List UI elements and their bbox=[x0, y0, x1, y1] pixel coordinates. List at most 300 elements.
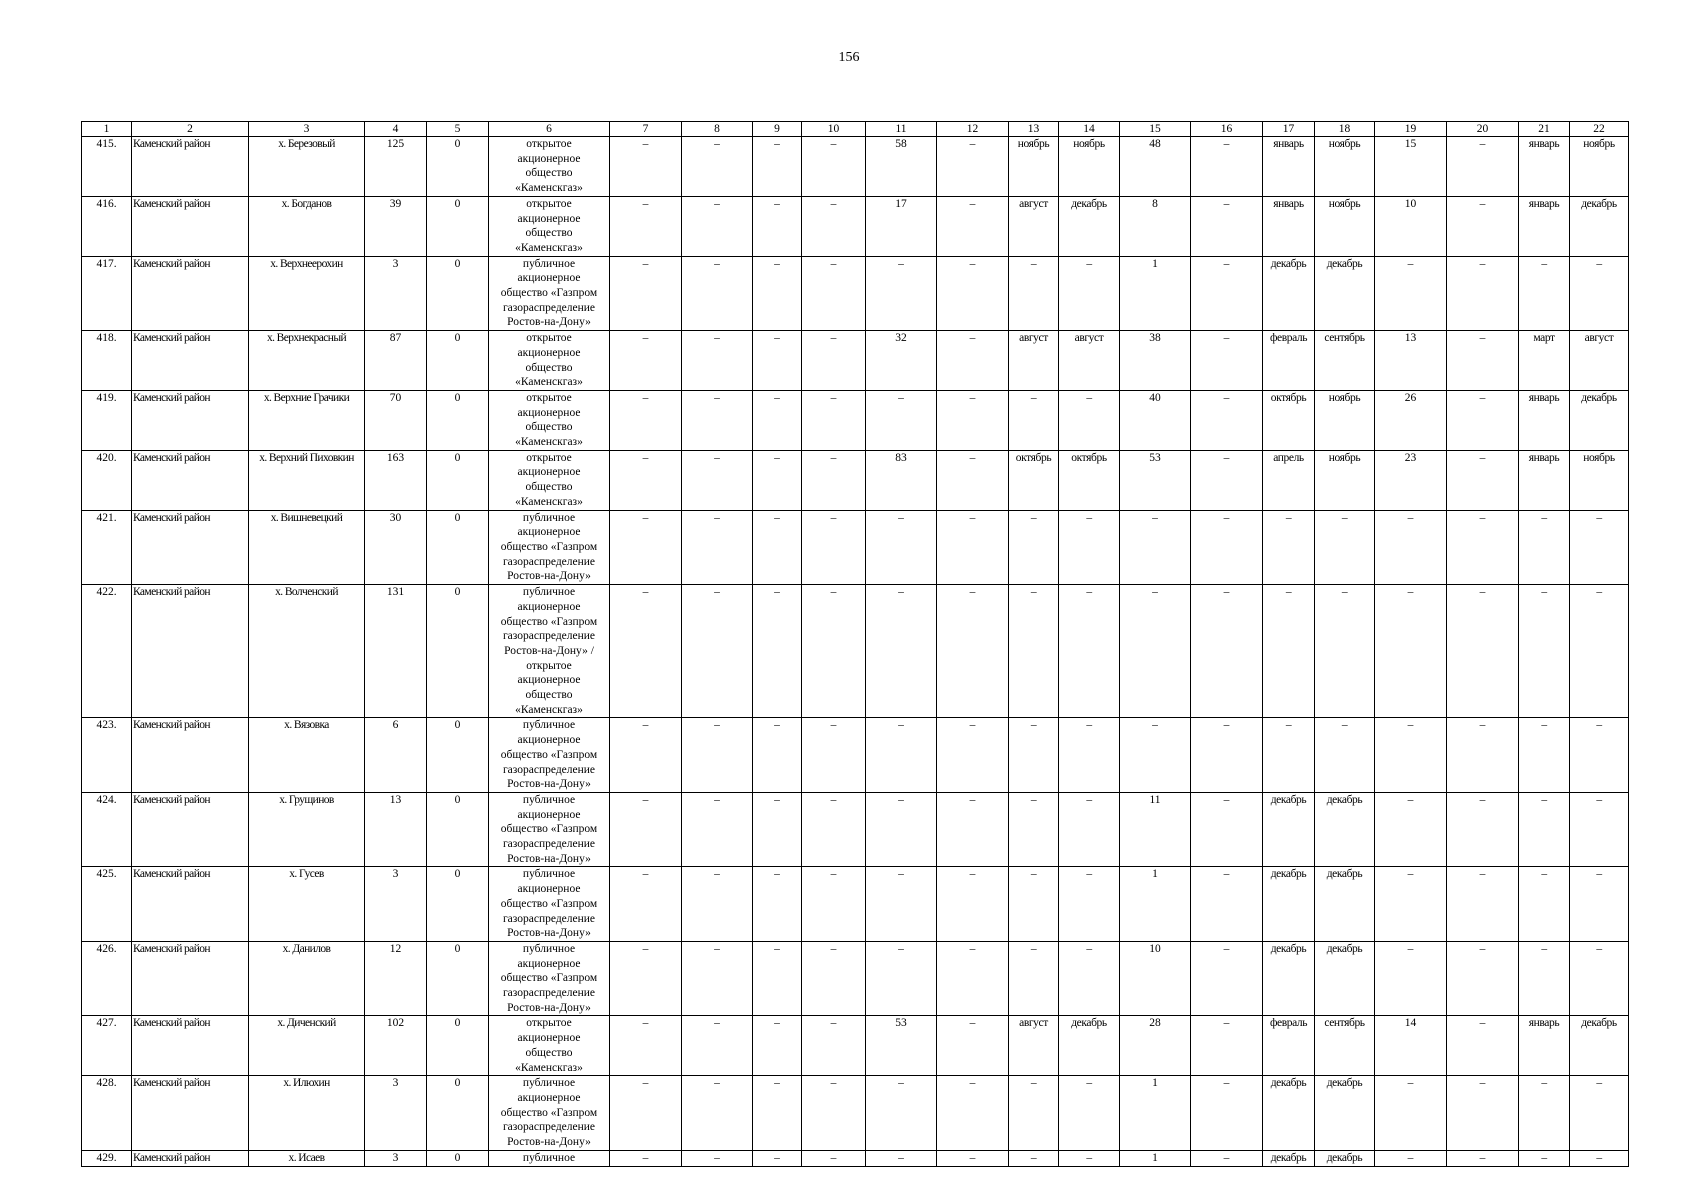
cell-col-10: – bbox=[802, 718, 866, 793]
cell-col-6: открытое акционерное общество «Каменскгаз» bbox=[489, 390, 610, 450]
cell-col-4: 13 bbox=[365, 792, 427, 867]
column-header-17: 17 bbox=[1263, 122, 1315, 137]
cell-col-3: х. Верхние Грачики bbox=[249, 390, 365, 450]
cell-col-14: – bbox=[1059, 718, 1120, 793]
cell-col-2: Каменский район bbox=[132, 1016, 249, 1076]
column-header-11: 11 bbox=[866, 122, 937, 137]
cell-col-5: 0 bbox=[427, 450, 489, 510]
cell-col-10: – bbox=[802, 792, 866, 867]
cell-col-6: публичное акционерное общество «Газпром газораспределение Ростов-на-Дону» bbox=[489, 718, 610, 793]
cell-col-17: декабрь bbox=[1263, 941, 1315, 1016]
cell-col-22: ноябрь bbox=[1570, 137, 1629, 197]
cell-col-1: 422. bbox=[82, 585, 132, 718]
cell-col-7: – bbox=[610, 718, 682, 793]
cell-col-4: 163 bbox=[365, 450, 427, 510]
cell-col-5: 0 bbox=[427, 1016, 489, 1076]
cell-col-21: – bbox=[1519, 1076, 1570, 1151]
cell-col-5: 0 bbox=[427, 390, 489, 450]
cell-col-4: 39 bbox=[365, 196, 427, 256]
cell-col-18: ноябрь bbox=[1315, 450, 1375, 510]
cell-col-15: – bbox=[1120, 718, 1191, 793]
table-row bbox=[82, 1150, 1629, 1166]
cell-col-12: – bbox=[937, 1076, 1009, 1151]
cell-col-12: – bbox=[937, 718, 1009, 793]
cell-col-14: – bbox=[1059, 941, 1120, 1016]
cell-col-7: – bbox=[610, 1150, 682, 1166]
cell-col-10: – bbox=[802, 137, 866, 197]
cell-col-10: – bbox=[802, 941, 866, 1016]
cell-col-8: – bbox=[682, 1150, 753, 1166]
cell-col-14: – bbox=[1059, 390, 1120, 450]
cell-col-17: декабрь bbox=[1263, 792, 1315, 867]
cell-col-11: 83 bbox=[866, 450, 937, 510]
cell-col-5: 0 bbox=[427, 585, 489, 718]
cell-col-17: октябрь bbox=[1263, 390, 1315, 450]
cell-col-22: – bbox=[1570, 256, 1629, 331]
cell-col-7: – bbox=[610, 256, 682, 331]
cell-col-9: – bbox=[753, 1076, 802, 1151]
cell-col-14: – bbox=[1059, 585, 1120, 718]
cell-col-16: – bbox=[1191, 792, 1263, 867]
table-row bbox=[82, 1076, 1629, 1151]
cell-col-8: – bbox=[682, 256, 753, 331]
cell-col-9: – bbox=[753, 390, 802, 450]
cell-col-8: – bbox=[682, 1016, 753, 1076]
cell-col-1: 415. bbox=[82, 137, 132, 197]
cell-col-3: х. Диченский bbox=[249, 1016, 365, 1076]
cell-col-4: 3 bbox=[365, 256, 427, 331]
cell-col-7: – bbox=[610, 390, 682, 450]
cell-col-21: – bbox=[1519, 867, 1570, 942]
cell-col-9: – bbox=[753, 867, 802, 942]
cell-col-5: 0 bbox=[427, 137, 489, 197]
table-row bbox=[82, 196, 1629, 256]
cell-col-5: 0 bbox=[427, 941, 489, 1016]
cell-col-3: х. Вишневецкий bbox=[249, 510, 365, 585]
cell-col-4: 6 bbox=[365, 718, 427, 793]
cell-col-2: Каменский район bbox=[132, 792, 249, 867]
cell-col-13: август bbox=[1009, 331, 1059, 391]
cell-col-9: – bbox=[753, 137, 802, 197]
cell-col-21: – bbox=[1519, 1150, 1570, 1166]
cell-col-5: 0 bbox=[427, 196, 489, 256]
column-header-1: 1 bbox=[82, 122, 132, 137]
cell-col-2: Каменский район bbox=[132, 1076, 249, 1151]
cell-col-13: – bbox=[1009, 941, 1059, 1016]
data-table bbox=[81, 121, 1629, 1167]
cell-col-13: август bbox=[1009, 1016, 1059, 1076]
table-row bbox=[82, 718, 1629, 793]
cell-col-18: – bbox=[1315, 718, 1375, 793]
cell-col-10: – bbox=[802, 585, 866, 718]
cell-col-21: – bbox=[1519, 510, 1570, 585]
cell-col-18: декабрь bbox=[1315, 1150, 1375, 1166]
cell-col-21: январь bbox=[1519, 390, 1570, 450]
cell-col-16: – bbox=[1191, 585, 1263, 718]
cell-col-18: декабрь bbox=[1315, 1076, 1375, 1151]
cell-col-7: – bbox=[610, 450, 682, 510]
cell-col-3: х. Верхний Пиховкин bbox=[249, 450, 365, 510]
cell-col-17: декабрь bbox=[1263, 1076, 1315, 1151]
cell-col-13: – bbox=[1009, 1076, 1059, 1151]
cell-col-21: – bbox=[1519, 585, 1570, 718]
cell-col-5: 0 bbox=[427, 510, 489, 585]
cell-col-11: 17 bbox=[866, 196, 937, 256]
cell-col-15: 11 bbox=[1120, 792, 1191, 867]
table-row bbox=[82, 331, 1629, 391]
cell-col-4: 3 bbox=[365, 867, 427, 942]
cell-col-10: – bbox=[802, 1076, 866, 1151]
cell-col-2: Каменский район bbox=[132, 137, 249, 197]
cell-col-15: 1 bbox=[1120, 867, 1191, 942]
cell-col-7: – bbox=[610, 510, 682, 585]
cell-col-1: 427. bbox=[82, 1016, 132, 1076]
cell-col-2: Каменский район bbox=[132, 1150, 249, 1166]
cell-col-15: 40 bbox=[1120, 390, 1191, 450]
cell-col-10: – bbox=[802, 510, 866, 585]
cell-col-5: 0 bbox=[427, 331, 489, 391]
cell-col-21: – bbox=[1519, 941, 1570, 1016]
cell-col-20: – bbox=[1447, 331, 1519, 391]
cell-col-11: – bbox=[866, 256, 937, 331]
cell-col-3: х. Илюхин bbox=[249, 1076, 365, 1151]
cell-col-15: 1 bbox=[1120, 1150, 1191, 1166]
cell-col-8: – bbox=[682, 718, 753, 793]
cell-col-16: – bbox=[1191, 510, 1263, 585]
cell-col-3: х. Волченский bbox=[249, 585, 365, 718]
table-row bbox=[82, 941, 1629, 1016]
cell-col-14: ноябрь bbox=[1059, 137, 1120, 197]
cell-col-12: – bbox=[937, 390, 1009, 450]
cell-col-1: 424. bbox=[82, 792, 132, 867]
column-header-4: 4 bbox=[365, 122, 427, 137]
column-header-7: 7 bbox=[610, 122, 682, 137]
column-header-15: 15 bbox=[1120, 122, 1191, 137]
cell-col-20: – bbox=[1447, 1016, 1519, 1076]
cell-col-14: – bbox=[1059, 867, 1120, 942]
cell-col-22: декабрь bbox=[1570, 196, 1629, 256]
cell-col-16: – bbox=[1191, 137, 1263, 197]
cell-col-11: – bbox=[866, 941, 937, 1016]
cell-col-1: 423. bbox=[82, 718, 132, 793]
cell-col-9: – bbox=[753, 331, 802, 391]
cell-col-22: декабрь bbox=[1570, 1016, 1629, 1076]
cell-col-11: 32 bbox=[866, 331, 937, 391]
cell-col-12: – bbox=[937, 137, 1009, 197]
cell-col-20: – bbox=[1447, 137, 1519, 197]
cell-col-6: публичное акционерное общество «Газпром газораспределение Ростов-на-Дону» / открытое акционерное общество «Каменскгаз» bbox=[489, 585, 610, 718]
cell-col-2: Каменский район bbox=[132, 510, 249, 585]
cell-col-18: сентябрь bbox=[1315, 1016, 1375, 1076]
cell-col-16: – bbox=[1191, 1150, 1263, 1166]
column-header-5: 5 bbox=[427, 122, 489, 137]
cell-col-22: – bbox=[1570, 941, 1629, 1016]
column-header-22: 22 bbox=[1570, 122, 1629, 137]
cell-col-20: – bbox=[1447, 585, 1519, 718]
cell-col-14: октябрь bbox=[1059, 450, 1120, 510]
cell-col-10: – bbox=[802, 256, 866, 331]
cell-col-20: – bbox=[1447, 1076, 1519, 1151]
cell-col-6: публичное bbox=[489, 1150, 610, 1166]
column-header-16: 16 bbox=[1191, 122, 1263, 137]
cell-col-5: 0 bbox=[427, 256, 489, 331]
cell-col-6: открытое акционерное общество «Каменскгаз» bbox=[489, 137, 610, 197]
cell-col-8: – bbox=[682, 867, 753, 942]
cell-col-1: 417. bbox=[82, 256, 132, 331]
cell-col-11: 58 bbox=[866, 137, 937, 197]
cell-col-2: Каменский район bbox=[132, 196, 249, 256]
cell-col-17: январь bbox=[1263, 137, 1315, 197]
cell-col-7: – bbox=[610, 585, 682, 718]
cell-col-12: – bbox=[937, 450, 1009, 510]
cell-col-6: публичное акционерное общество «Газпром газораспределение Ростов-на-Дону» bbox=[489, 867, 610, 942]
cell-col-11: – bbox=[866, 867, 937, 942]
cell-col-17: декабрь bbox=[1263, 256, 1315, 331]
cell-col-2: Каменский район bbox=[132, 941, 249, 1016]
cell-col-17: – bbox=[1263, 718, 1315, 793]
cell-col-19: – bbox=[1375, 941, 1447, 1016]
cell-col-19: 13 bbox=[1375, 331, 1447, 391]
cell-col-16: – bbox=[1191, 390, 1263, 450]
cell-col-5: 0 bbox=[427, 867, 489, 942]
cell-col-14: – bbox=[1059, 256, 1120, 331]
cell-col-15: 10 bbox=[1120, 941, 1191, 1016]
cell-col-2: Каменский район bbox=[132, 390, 249, 450]
cell-col-15: – bbox=[1120, 585, 1191, 718]
cell-col-4: 87 bbox=[365, 331, 427, 391]
cell-col-14: декабрь bbox=[1059, 1016, 1120, 1076]
cell-col-16: – bbox=[1191, 331, 1263, 391]
cell-col-14: декабрь bbox=[1059, 196, 1120, 256]
cell-col-2: Каменский район bbox=[132, 256, 249, 331]
cell-col-5: 0 bbox=[427, 718, 489, 793]
cell-col-19: 26 bbox=[1375, 390, 1447, 450]
cell-col-19: – bbox=[1375, 1150, 1447, 1166]
cell-col-15: 38 bbox=[1120, 331, 1191, 391]
cell-col-16: – bbox=[1191, 196, 1263, 256]
table-row bbox=[82, 792, 1629, 867]
cell-col-16: – bbox=[1191, 450, 1263, 510]
cell-col-19: 23 bbox=[1375, 450, 1447, 510]
cell-col-9: – bbox=[753, 450, 802, 510]
cell-col-20: – bbox=[1447, 256, 1519, 331]
cell-col-17: февраль bbox=[1263, 1016, 1315, 1076]
cell-col-16: – bbox=[1191, 1016, 1263, 1076]
cell-col-10: – bbox=[802, 450, 866, 510]
cell-col-17: – bbox=[1263, 585, 1315, 718]
cell-col-8: – bbox=[682, 792, 753, 867]
cell-col-6: публичное акционерное общество «Газпром газораспределение Ростов-на-Дону» bbox=[489, 256, 610, 331]
cell-col-20: – bbox=[1447, 1150, 1519, 1166]
cell-col-9: – bbox=[753, 510, 802, 585]
cell-col-22: ноябрь bbox=[1570, 450, 1629, 510]
cell-col-9: – bbox=[753, 792, 802, 867]
cell-col-10: – bbox=[802, 1016, 866, 1076]
cell-col-21: – bbox=[1519, 718, 1570, 793]
table-row bbox=[82, 585, 1629, 718]
table-row bbox=[82, 450, 1629, 510]
cell-col-6: открытое акционерное общество «Каменскгаз» bbox=[489, 196, 610, 256]
cell-col-22: декабрь bbox=[1570, 390, 1629, 450]
cell-col-6: публичное акционерное общество «Газпром газораспределение Ростов-на-Дону» bbox=[489, 792, 610, 867]
cell-col-4: 131 bbox=[365, 585, 427, 718]
cell-col-7: – bbox=[610, 1076, 682, 1151]
cell-col-16: – bbox=[1191, 867, 1263, 942]
cell-col-4: 30 bbox=[365, 510, 427, 585]
column-header-9: 9 bbox=[753, 122, 802, 137]
cell-col-2: Каменский район bbox=[132, 585, 249, 718]
cell-col-4: 70 bbox=[365, 390, 427, 450]
column-header-19: 19 bbox=[1375, 122, 1447, 137]
cell-col-22: – bbox=[1570, 792, 1629, 867]
cell-col-5: 0 bbox=[427, 1150, 489, 1166]
cell-col-12: – bbox=[937, 256, 1009, 331]
cell-col-22: – bbox=[1570, 585, 1629, 718]
column-header-20: 20 bbox=[1447, 122, 1519, 137]
cell-col-11: – bbox=[866, 1150, 937, 1166]
cell-col-12: – bbox=[937, 1150, 1009, 1166]
cell-col-17: декабрь bbox=[1263, 1150, 1315, 1166]
cell-col-11: – bbox=[866, 792, 937, 867]
cell-col-8: – bbox=[682, 196, 753, 256]
cell-col-20: – bbox=[1447, 450, 1519, 510]
cell-col-1: 426. bbox=[82, 941, 132, 1016]
cell-col-8: – bbox=[682, 1076, 753, 1151]
cell-col-21: январь bbox=[1519, 450, 1570, 510]
cell-col-1: 416. bbox=[82, 196, 132, 256]
cell-col-7: – bbox=[610, 867, 682, 942]
column-header-10: 10 bbox=[802, 122, 866, 137]
cell-col-17: – bbox=[1263, 510, 1315, 585]
cell-col-6: открытое акционерное общество «Каменскгаз» bbox=[489, 331, 610, 391]
cell-col-9: – bbox=[753, 196, 802, 256]
cell-col-10: – bbox=[802, 1150, 866, 1166]
cell-col-6: публичное акционерное общество «Газпром газораспределение Ростов-на-Дону» bbox=[489, 1076, 610, 1151]
cell-col-4: 3 bbox=[365, 1076, 427, 1151]
cell-col-10: – bbox=[802, 196, 866, 256]
cell-col-6: публичное акционерное общество «Газпром газораспределение Ростов-на-Дону» bbox=[489, 941, 610, 1016]
cell-col-17: апрель bbox=[1263, 450, 1315, 510]
cell-col-18: декабрь bbox=[1315, 256, 1375, 331]
cell-col-3: х. Исаев bbox=[249, 1150, 365, 1166]
cell-col-22: – bbox=[1570, 510, 1629, 585]
cell-col-10: – bbox=[802, 390, 866, 450]
cell-col-18: декабрь bbox=[1315, 941, 1375, 1016]
cell-col-6: публичное акционерное общество «Газпром газораспределение Ростов-на-Дону» bbox=[489, 510, 610, 585]
cell-col-14: – bbox=[1059, 510, 1120, 585]
cell-col-18: ноябрь bbox=[1315, 196, 1375, 256]
cell-col-13: – bbox=[1009, 585, 1059, 718]
cell-col-12: – bbox=[937, 196, 1009, 256]
cell-col-21: январь bbox=[1519, 137, 1570, 197]
cell-col-17: январь bbox=[1263, 196, 1315, 256]
cell-col-8: – bbox=[682, 450, 753, 510]
cell-col-7: – bbox=[610, 331, 682, 391]
cell-col-18: декабрь bbox=[1315, 867, 1375, 942]
column-header-8: 8 bbox=[682, 122, 753, 137]
cell-col-14: август bbox=[1059, 331, 1120, 391]
cell-col-19: 10 bbox=[1375, 196, 1447, 256]
cell-col-20: – bbox=[1447, 196, 1519, 256]
cell-col-15: 28 bbox=[1120, 1016, 1191, 1076]
cell-col-9: – bbox=[753, 585, 802, 718]
cell-col-1: 429. bbox=[82, 1150, 132, 1166]
cell-col-12: – bbox=[937, 792, 1009, 867]
cell-col-8: – bbox=[682, 331, 753, 391]
cell-col-11: 53 bbox=[866, 1016, 937, 1076]
cell-col-22: – bbox=[1570, 867, 1629, 942]
cell-col-6: открытое акционерное общество «Каменскгаз» bbox=[489, 1016, 610, 1076]
table-row bbox=[82, 137, 1629, 197]
cell-col-19: 15 bbox=[1375, 137, 1447, 197]
cell-col-13: август bbox=[1009, 196, 1059, 256]
cell-col-22: – bbox=[1570, 1150, 1629, 1166]
table-row bbox=[82, 1016, 1629, 1076]
cell-col-11: – bbox=[866, 585, 937, 718]
cell-col-22: – bbox=[1570, 1076, 1629, 1151]
column-header-6: 6 bbox=[489, 122, 610, 137]
cell-col-11: – bbox=[866, 1076, 937, 1151]
cell-col-15: 1 bbox=[1120, 1076, 1191, 1151]
cell-col-19: – bbox=[1375, 510, 1447, 585]
cell-col-3: х. Гусев bbox=[249, 867, 365, 942]
cell-col-2: Каменский район bbox=[132, 450, 249, 510]
cell-col-22: август bbox=[1570, 331, 1629, 391]
cell-col-13: – bbox=[1009, 867, 1059, 942]
cell-col-21: март bbox=[1519, 331, 1570, 391]
cell-col-2: Каменский район bbox=[132, 867, 249, 942]
cell-col-9: – bbox=[753, 941, 802, 1016]
cell-col-21: – bbox=[1519, 256, 1570, 331]
column-header-3: 3 bbox=[249, 122, 365, 137]
cell-col-20: – bbox=[1447, 718, 1519, 793]
cell-col-19: – bbox=[1375, 585, 1447, 718]
cell-col-1: 421. bbox=[82, 510, 132, 585]
cell-col-16: – bbox=[1191, 941, 1263, 1016]
cell-col-19: – bbox=[1375, 256, 1447, 331]
cell-col-17: декабрь bbox=[1263, 867, 1315, 942]
cell-col-15: 1 bbox=[1120, 256, 1191, 331]
cell-col-2: Каменский район bbox=[132, 718, 249, 793]
cell-col-4: 102 bbox=[365, 1016, 427, 1076]
column-header-18: 18 bbox=[1315, 122, 1375, 137]
cell-col-12: – bbox=[937, 867, 1009, 942]
cell-col-7: – bbox=[610, 1016, 682, 1076]
cell-col-21: январь bbox=[1519, 196, 1570, 256]
cell-col-19: – bbox=[1375, 1076, 1447, 1151]
cell-col-6: открытое акционерное общество «Каменскгаз» bbox=[489, 450, 610, 510]
cell-col-3: х. Верхнекрасный bbox=[249, 331, 365, 391]
cell-col-16: – bbox=[1191, 718, 1263, 793]
cell-col-15: 8 bbox=[1120, 196, 1191, 256]
column-header-21: 21 bbox=[1519, 122, 1570, 137]
cell-col-18: сентябрь bbox=[1315, 331, 1375, 391]
page-number: 156 bbox=[838, 50, 860, 65]
table-row bbox=[82, 867, 1629, 942]
cell-col-20: – bbox=[1447, 867, 1519, 942]
cell-col-15: – bbox=[1120, 510, 1191, 585]
cell-col-9: – bbox=[753, 718, 802, 793]
cell-col-5: 0 bbox=[427, 1076, 489, 1151]
cell-col-3: х. Верхнеерохин bbox=[249, 256, 365, 331]
cell-col-11: – bbox=[866, 510, 937, 585]
cell-col-1: 419. bbox=[82, 390, 132, 450]
cell-col-13: – bbox=[1009, 510, 1059, 585]
header-row bbox=[82, 122, 1629, 137]
cell-col-8: – bbox=[682, 585, 753, 718]
cell-col-3: х. Данилов bbox=[249, 941, 365, 1016]
column-header-14: 14 bbox=[1059, 122, 1120, 137]
